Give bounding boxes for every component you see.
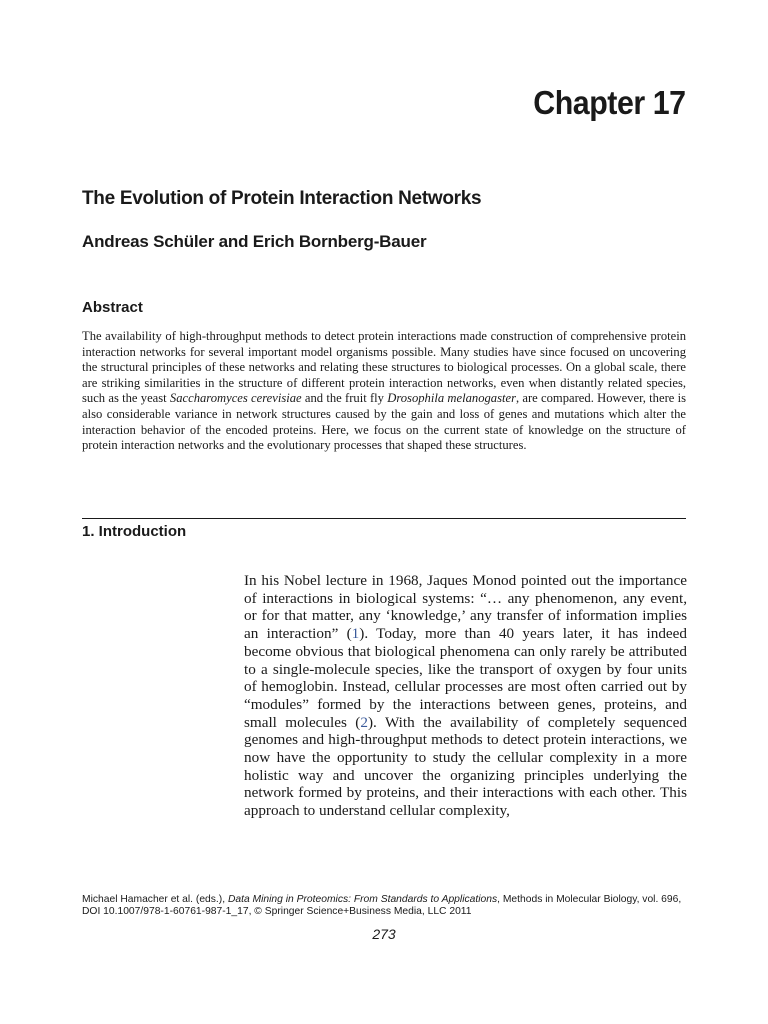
intro-text-part: ). Today, more than 40 years later, it has indeed become obvious that biological phenomena can only rarely be attributed to a single-molecule species, like the transport of oxygen by four units of hemoglobin. Instead, cellular processes are most often carried out by “modules” formed by the interactions between genes, proteins, and small molecules ( (244, 625, 687, 731)
page-number: 273 (372, 926, 396, 942)
footer-book-title: Data Mining in Proteomics: From Standards to Applications (227, 894, 498, 905)
intro-text-part: In his Nobel lecture in 1968, Jaques Monod pointed out the importance of interactions in biological systems: “… any phenomenon, any event, or for that matter, any ‘knowledge,’ any transfer of information implies an interaction” ( (244, 572, 687, 643)
footer-editors: Michael Hamacher et al. (eds.), (82, 894, 228, 905)
footer-series: , Methods in Molecular Biology, vol. 696, (497, 894, 682, 905)
footer-doi: DOI 10.1007/978-1-60761-987-1_17, © Springer Science+Business Media, LLC 2011 (82, 906, 472, 918)
abstract-text-part: , are compared. However, there is also considerable variance in network structures caused by the gain and loss of genes and mutations which alter the interaction behavior of the encoded proteins. Here, we focus on the current state of knowledge on the structure of protein interaction networks and the evolutionary processes that shaped these structures. (82, 391, 687, 453)
chapter-title: The Evolution of Protein Interaction Networks (82, 188, 482, 209)
citation-link-2[interactable]: 2 (360, 713, 368, 731)
abstract-text (82, 329, 686, 454)
species-name-yeast: Saccharomyces cerevisiae (169, 391, 302, 406)
citation-link-1[interactable]: 1 (351, 625, 360, 643)
footer-citation (82, 894, 692, 919)
abstract-text-part: The availability of high-throughput methods to detect protein interactions made construction of comprehensive protein interaction networks for several important model organisms possible. Many studies have since focused on uncovering the structural principles of these networks and relating these structures to biological processes. On a global scale, there are striking similarities in the structure of different protein interaction networks, even when distantly related species, such as the yeast (82, 329, 686, 406)
section-divider (82, 518, 686, 519)
section-heading-introduction: 1. Introduction (82, 523, 187, 540)
species-name-fruit-fly: Drosophila melanogaster (387, 391, 516, 406)
introduction-text (244, 572, 687, 820)
intro-text-part: ). With the availability of completely sequenced genomes and high-throughput methods to detect protein interactions, we now have the opportunity to study the cellular complexity in a more holistic way and uncover the organizing principles underlying the network formed by proteins, and their interactions with each other. This approach to understand cellular complexity, (244, 713, 687, 820)
author-names: Andreas Schüler and Erich Bornberg-Bauer (82, 232, 427, 251)
abstract-text-part: and the fruit fly (301, 391, 388, 406)
chapter-label: Chapter 17 (533, 84, 686, 121)
abstract-heading: Abstract (82, 299, 143, 316)
